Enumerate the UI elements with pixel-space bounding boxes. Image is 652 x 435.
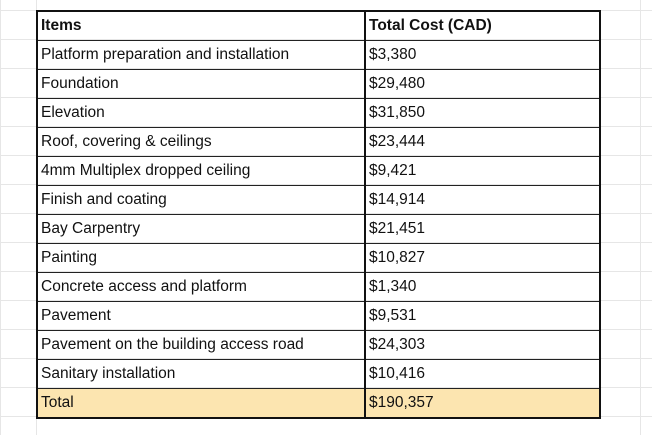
cost-cell[interactable]: $10,827 xyxy=(365,244,600,273)
total-row xyxy=(37,389,600,419)
table-row xyxy=(37,99,600,128)
cost-cell[interactable]: $24,303 xyxy=(365,331,600,360)
table-row xyxy=(37,302,600,331)
cost-cell[interactable]: $31,850 xyxy=(365,99,600,128)
table-row xyxy=(37,186,600,215)
cost-cell[interactable]: $9,531 xyxy=(365,302,600,331)
item-cell[interactable]: 4mm Multiplex dropped ceiling xyxy=(37,157,365,186)
item-cell[interactable]: Pavement xyxy=(37,302,365,331)
table-row xyxy=(37,360,600,389)
item-cell[interactable]: Bay Carpentry xyxy=(37,215,365,244)
cost-table xyxy=(36,10,601,419)
item-cell[interactable]: Painting xyxy=(37,244,365,273)
cost-cell[interactable]: $1,340 xyxy=(365,273,600,302)
total-cost-cell[interactable]: $190,357 xyxy=(365,389,600,419)
cost-cell[interactable]: $3,380 xyxy=(365,41,600,70)
cost-cell[interactable]: $14,914 xyxy=(365,186,600,215)
table-row xyxy=(37,273,600,302)
item-cell[interactable]: Elevation xyxy=(37,99,365,128)
table-row xyxy=(37,215,600,244)
cost-cell[interactable]: $9,421 xyxy=(365,157,600,186)
item-cell[interactable]: Foundation xyxy=(37,70,365,99)
total-label-cell[interactable]: Total xyxy=(37,389,365,419)
table-row xyxy=(37,41,600,70)
cost-cell[interactable]: $29,480 xyxy=(365,70,600,99)
cost-cell[interactable]: $23,444 xyxy=(365,128,600,157)
item-cell[interactable]: Concrete access and platform xyxy=(37,273,365,302)
table-row xyxy=(37,70,600,99)
item-cell[interactable]: Pavement on the building access road xyxy=(37,331,365,360)
header-items[interactable]: Items xyxy=(37,11,365,41)
item-cell[interactable]: Sanitary installation xyxy=(37,360,365,389)
table-body xyxy=(37,41,600,419)
table-row xyxy=(37,128,600,157)
header-row xyxy=(37,11,600,41)
item-cell[interactable]: Platform preparation and installation xyxy=(37,41,365,70)
header-total-cost[interactable]: Total Cost (CAD) xyxy=(365,11,600,41)
cost-cell[interactable]: $21,451 xyxy=(365,215,600,244)
table-row xyxy=(37,157,600,186)
cost-cell[interactable]: $10,416 xyxy=(365,360,600,389)
item-cell[interactable]: Finish and coating xyxy=(37,186,365,215)
table-row xyxy=(37,331,600,360)
item-cell[interactable]: Roof, covering & ceilings xyxy=(37,128,365,157)
table-row xyxy=(37,244,600,273)
grid-column-line xyxy=(640,0,641,435)
